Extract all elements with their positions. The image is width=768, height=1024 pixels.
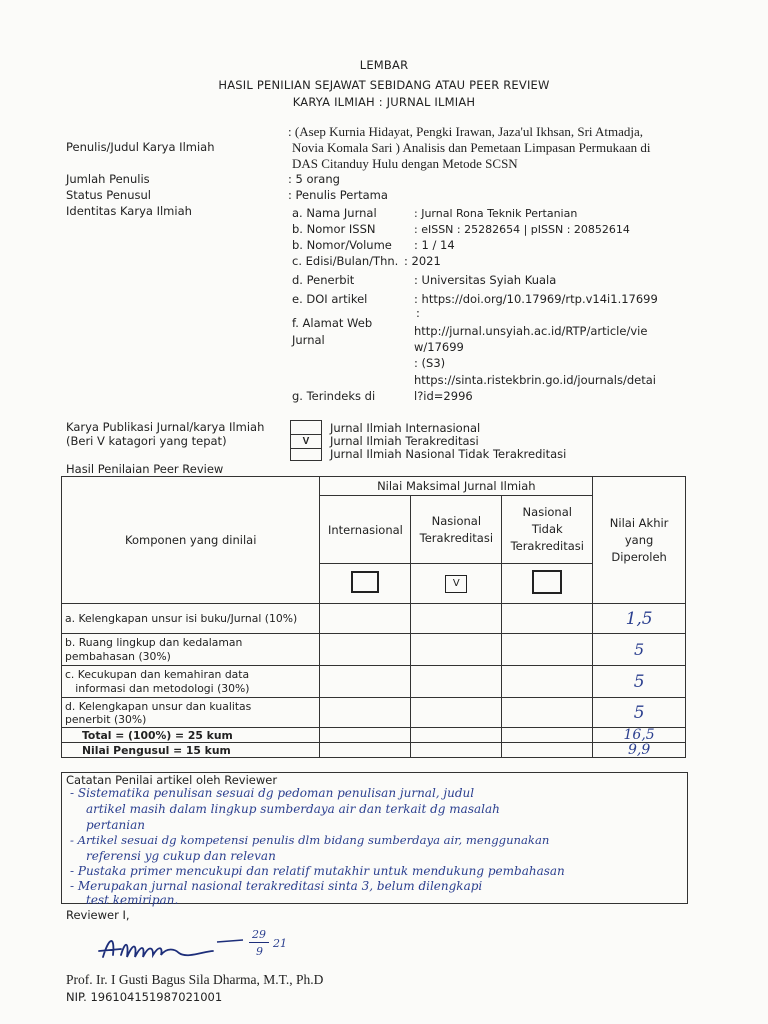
identity-label: Identitas Karya Ilmiah xyxy=(66,204,192,218)
checkbox-international-cell xyxy=(320,564,411,604)
row-b-label-line-1: b. Ruang lingkup dan kedalaman xyxy=(65,635,243,649)
total-score: 16,5 xyxy=(623,727,655,743)
table-row xyxy=(62,743,686,758)
reviewer-name: Prof. Ir. I Gusti Bagus Sila Dharma, M.T., Ph.D xyxy=(66,972,324,987)
web-label-line-2: Jurnal xyxy=(292,333,325,347)
status-value: : Penulis Pertama xyxy=(288,188,388,202)
category-option-international: Jurnal Ilmiah Internasional xyxy=(330,421,481,435)
web-value-line-1[interactable]: http://jurnal.unsyiah.ac.id/RTP/article/vie xyxy=(414,324,648,338)
note-line-2: artikel masih dalam lingkup sumberdaya air dan terkait dg masalah xyxy=(86,802,500,816)
row-a-intl xyxy=(320,604,411,634)
publisher-label: d. Penerbit xyxy=(292,273,355,287)
row-b-label-line-2: pembahasan (30%) xyxy=(65,649,171,663)
date-dash-icon xyxy=(215,936,245,946)
author-title-line-1: : (Asep Kurnia Hidayat, Pengki Irawan, Jaza'ul Ikhsan, Sri Atmadja, xyxy=(288,124,644,139)
row-b-score-cell xyxy=(593,634,686,666)
row-a-label: a. Kelengkapan unsur isi buku/Jurnal (10%) xyxy=(62,604,320,634)
row-a-nat-non xyxy=(502,604,593,634)
col-nat-acc-line-1: Nasional xyxy=(431,513,482,528)
row-a-nat-acc xyxy=(411,604,502,634)
row-d-nat-acc xyxy=(411,698,502,728)
author-count-label: Jumlah Penulis xyxy=(66,172,150,186)
notes-title: Catatan Penilai artikel oleh Reviewer xyxy=(66,773,278,787)
total-score-cell xyxy=(593,728,686,743)
note-line-6: - Pustaka primer mencukupi dan relatif mutakhir untuk mendukung pembahasan xyxy=(70,864,565,878)
row-b-nat-non xyxy=(502,634,593,666)
note-line-3: pertanian xyxy=(86,818,145,832)
proposer-nat-acc xyxy=(411,743,502,758)
note-line-5: referensi yg cukup dan relevan xyxy=(86,849,276,863)
row-a-score: 1,5 xyxy=(625,608,653,629)
row-c-score-cell xyxy=(593,666,686,698)
journal-name-label: a. Nama Jurnal xyxy=(292,206,377,220)
index-value-line-3[interactable]: l?id=2996 xyxy=(414,389,473,403)
proposer-score: 9,9 xyxy=(627,742,651,758)
row-c-label-line-1: c. Kecukupan dan kemahiran data xyxy=(65,667,250,681)
category-label-line-2: (Beri V katagori yang tepat) xyxy=(66,434,227,448)
col-national-non-accredited xyxy=(502,496,593,564)
date-month: 9 xyxy=(256,945,263,958)
row-c-nat-non xyxy=(502,666,593,698)
issn-label: b. Nomor ISSN xyxy=(292,222,376,236)
col-nat-acc-line-2: Terakreditasi xyxy=(419,530,494,545)
category-option-accredited: Jurnal Ilmiah Terakreditasi xyxy=(330,434,479,448)
web-colon: : xyxy=(416,306,420,320)
row-d-score: 5 xyxy=(633,702,645,723)
total-nat-acc xyxy=(411,728,502,743)
author-title-line-3: DAS Citanduy Hulu dengan Metode SCSN xyxy=(292,156,518,171)
journal-name-value: : Jurnal Rona Teknik Pertanian xyxy=(414,207,578,220)
total-intl xyxy=(320,728,411,743)
row-c-intl xyxy=(320,666,411,698)
date-fraction-bar xyxy=(249,942,269,943)
author-title-line-2: Novia Komala Sari ) Analisis dan Pemetaan Limpasan Permukaan di xyxy=(292,140,651,155)
reviewer-label: Reviewer I, xyxy=(66,908,130,922)
col-final-line-2: yang xyxy=(624,532,654,547)
date-year: 21 xyxy=(273,937,287,950)
review-section-title: Hasil Penilaian Peer Review xyxy=(66,462,224,476)
col-max-score: Nilai Maksimal Jurnal Ilmiah xyxy=(320,477,593,496)
row-d-intl xyxy=(320,698,411,728)
publisher-value: : Universitas Syiah Kuala xyxy=(414,273,557,287)
row-c-nat-acc xyxy=(411,666,502,698)
row-b-label-cell xyxy=(62,634,320,666)
total-label: Total = (100%) = 25 kum xyxy=(62,728,320,743)
row-d-score-cell xyxy=(593,698,686,728)
category-check-mark[interactable]: V xyxy=(291,434,321,449)
row-d-label-line-1: d. Kelengkapan unsur dan kualitas xyxy=(65,699,252,713)
checkbox-national-non-accredited-cell xyxy=(502,564,593,604)
header-line-2: HASIL PENILIAN SEJAWAT SEBIDANG ATAU PEER REVIEW xyxy=(218,78,550,92)
index-value-line-1: : (S3) xyxy=(414,356,446,370)
checkbox-national-non-accredited[interactable] xyxy=(532,570,562,594)
signature-image xyxy=(95,925,225,975)
author-title-label: Penulis/Judul Karya Ilmiah xyxy=(66,140,215,154)
proposer-intl xyxy=(320,743,411,758)
row-d-nat-non xyxy=(502,698,593,728)
col-final-line-1: Nilai Akhir xyxy=(609,515,669,530)
row-b-nat-acc xyxy=(411,634,502,666)
table-row xyxy=(62,728,686,743)
row-d-label-cell xyxy=(62,698,320,728)
checkbox-national-accredited[interactable]: V xyxy=(445,575,467,593)
header-line-1: LEMBAR xyxy=(359,58,409,72)
row-a-score-cell xyxy=(593,604,686,634)
note-line-1: - Sistematika penulisan sesuai dg pedoman penulisan jurnal, judul xyxy=(70,786,475,800)
table-row xyxy=(62,634,686,666)
row-b-intl xyxy=(320,634,411,666)
reviewer-nip: NIP. 196104151987021001 xyxy=(66,990,223,1004)
note-line-7: - Merupakan jurnal nasional terakreditasi sinta 3, belum dilengkapi xyxy=(70,879,483,893)
volume-label: b. Nomor/Volume xyxy=(292,238,392,252)
edition-label: c. Edisi/Bulan/Thn. xyxy=(292,254,399,268)
note-line-4: - Artikel sesuai dg kompetensi penulis dlm bidang sumberdaya air, menggunakan xyxy=(70,833,550,847)
total-nat-non xyxy=(502,728,593,743)
web-value-line-2[interactable]: w/17699 xyxy=(414,340,464,354)
row-c-label-line-2: informasi dan metodologi (30%) xyxy=(65,681,250,695)
index-label: g. Terindeks di xyxy=(292,389,376,403)
edition-value: : 2021 xyxy=(404,254,441,268)
row-c-label-cell xyxy=(62,666,320,698)
header-line-3: KARYA ILMIAH : JURNAL ILMIAH xyxy=(292,95,476,109)
table-row xyxy=(62,666,686,698)
row-d-label-line-2: penerbit (30%) xyxy=(65,712,147,726)
col-international: Internasional xyxy=(320,496,411,564)
category-checkbox-group xyxy=(290,420,322,461)
web-label-line-1: f. Alamat Web xyxy=(292,316,373,330)
proposer-label: Nilai Pengusul = 15 kum xyxy=(62,743,320,758)
row-b-score: 5 xyxy=(634,640,645,659)
volume-value: : 1 / 14 xyxy=(414,238,455,252)
date-day: 29 xyxy=(252,928,266,941)
index-value-line-2[interactable]: https://sinta.ristekbrin.go.id/journals/detai xyxy=(414,373,656,387)
checkbox-international[interactable] xyxy=(351,571,379,593)
table-row xyxy=(62,698,686,728)
review-table xyxy=(61,476,686,758)
status-label: Status Penusul xyxy=(66,188,151,202)
proposer-score-cell xyxy=(593,743,686,758)
row-c-score: 5 xyxy=(633,671,645,692)
proposer-nat-non xyxy=(502,743,593,758)
col-nat-non-line-3: Terakreditasi xyxy=(510,539,584,553)
col-component: Komponen yang dinilai xyxy=(62,477,320,604)
category-option-non-accredited: Jurnal Ilmiah Nasional Tidak Terakreditasi xyxy=(330,447,567,461)
issn-value: : eISSN : 25282654 | pISSN : 20852614 xyxy=(414,223,630,236)
col-nat-non-line-1: Nasional xyxy=(522,505,572,519)
doi-value[interactable]: : https://doi.org/10.17969/rtp.v14i1.17699 xyxy=(414,292,658,306)
category-label-line-1: Karya Publikasi Jurnal/karya Ilmiah xyxy=(66,420,265,434)
col-final-score xyxy=(593,477,686,604)
col-national-accredited xyxy=(411,496,502,564)
col-final-line-3: Diperoleh xyxy=(611,549,667,564)
doi-label: e. DOI artikel xyxy=(292,292,368,306)
table-row xyxy=(62,604,686,634)
author-count-value: : 5 orang xyxy=(288,172,340,186)
checkbox-national-accredited-cell xyxy=(411,564,502,604)
note-line-8: test kemiripan. xyxy=(86,893,179,907)
col-nat-non-line-2: Tidak xyxy=(531,522,563,536)
